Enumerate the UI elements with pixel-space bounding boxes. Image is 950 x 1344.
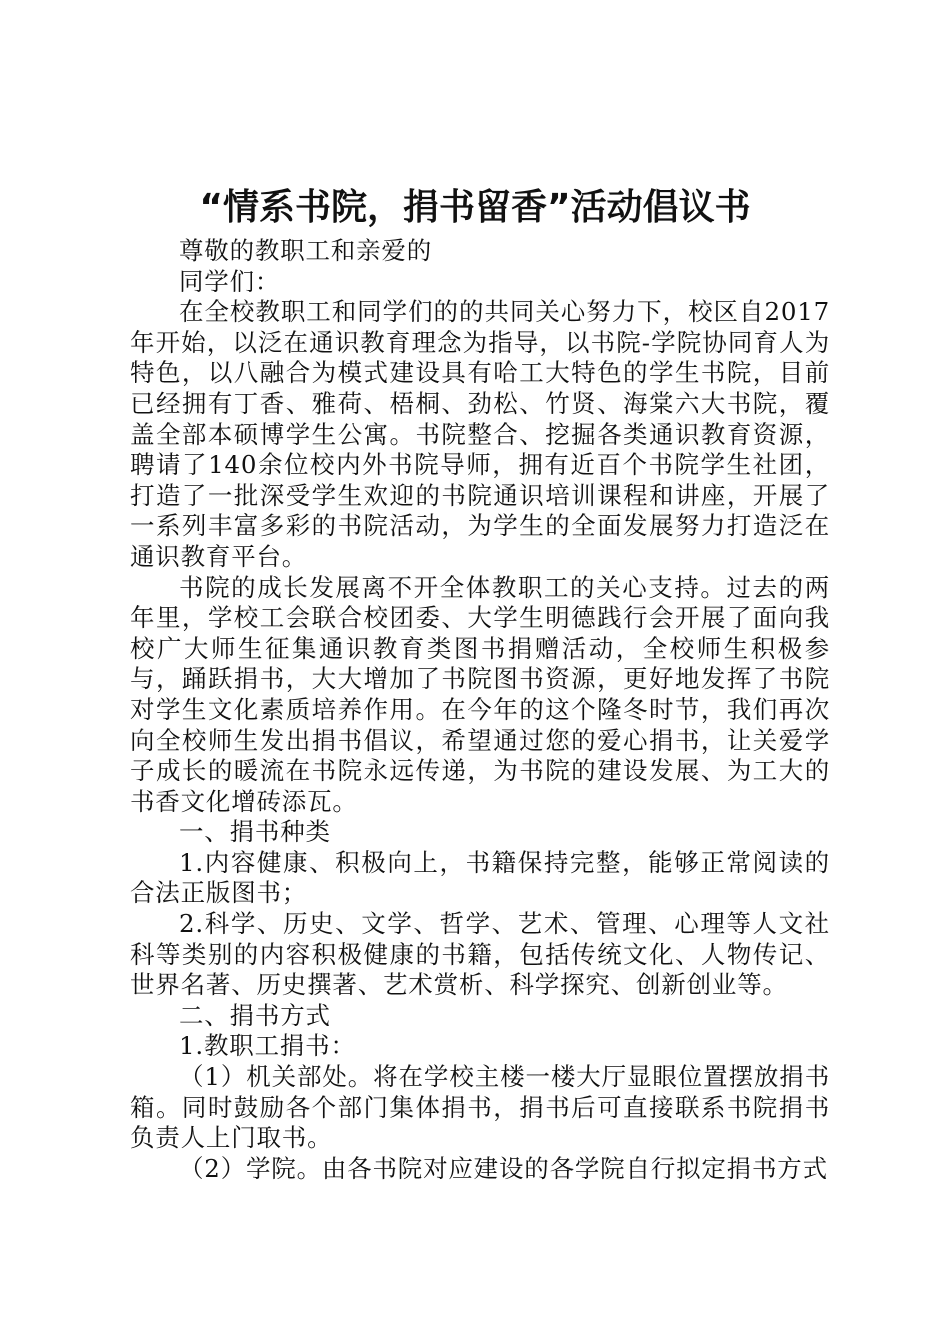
book-type-item-2: 2.科学、历史、文学、哲学、艺术、管理、心理等人文社科等类别的内容积极健康的书籍，包括传统文化、人物传记、世界名著、历史撰著、艺术赏析、科学探究、创新创业等。 [130, 909, 830, 1000]
document-body [130, 236, 830, 1184]
paragraph-intro: 在全校教职工和同学们的的共同关心努力下，校区自2017年开始，以泛在通识教育理念为指导，以书院-学院协同育人为特色，以八融合为模式建设具有哈工大特色的学生书院，目前已经拥有丁香、雅荷、梧桐、劲松、竹贤、海棠六大书院，覆盖全部本硕博学生公寓。书院整合、挖掘各类通识教育资源，聘请了140余位校内外书院导师，拥有近百个书院学生社团，打造了一批深受学生欢迎的书院通识培训课程和讲座，开展了一系列丰富多彩的书院活动，为学生的全面发展努力打造泛在通识教育平台。 [130, 297, 830, 571]
method-item-colleges: （2）学院。由各书院对应建设的各学院自行拟定捐书方式 [179, 1153, 828, 1183]
salutation-line-2: 同学们： [179, 266, 281, 296]
book-type-item-1: 1.内容健康、积极向上，书籍保持完整，能够正常阅读的合法正版图书； [130, 847, 830, 908]
method-item-offices: （1）机关部处。将在学校主楼一楼大厅显眼位置摆放捐书箱。同时鼓励各个部门集体捐书，捐书后可直接联系书院捐书负责人上门取书。 [130, 1062, 830, 1153]
paragraph-appeal: 书院的成长发展离不开全体教职工的关心支持。过去的两年里，学校工会联合校团委、大学生明德践行会开展了面向我校广大师生征集通识教育类图书捐赠活动，全校师生积极参与，踊跃捐书，大大增加了书院图书资源，更好地发挥了书院对学生文化素质培养作用。在今年的这个隆冬时节，我们再次向全校师生发出捐书倡议，希望通过您的爱心捐书，让关爱学子成长的暖流在书院永远传递，为书院的建设发展、为工大的书香文化增砖添瓦。 [130, 572, 830, 816]
section-heading-book-types: 一、捐书种类 [179, 817, 331, 847]
document-title: “情系书院，捐书留香”活动倡议书 [199, 187, 751, 228]
method-heading-staff: 1.教职工捐书： [179, 1031, 356, 1061]
section-heading-donation-methods: 二、捐书方式 [179, 1000, 331, 1030]
salutation-line-1: 尊敬的教职工和亲爱的 [179, 236, 432, 265]
